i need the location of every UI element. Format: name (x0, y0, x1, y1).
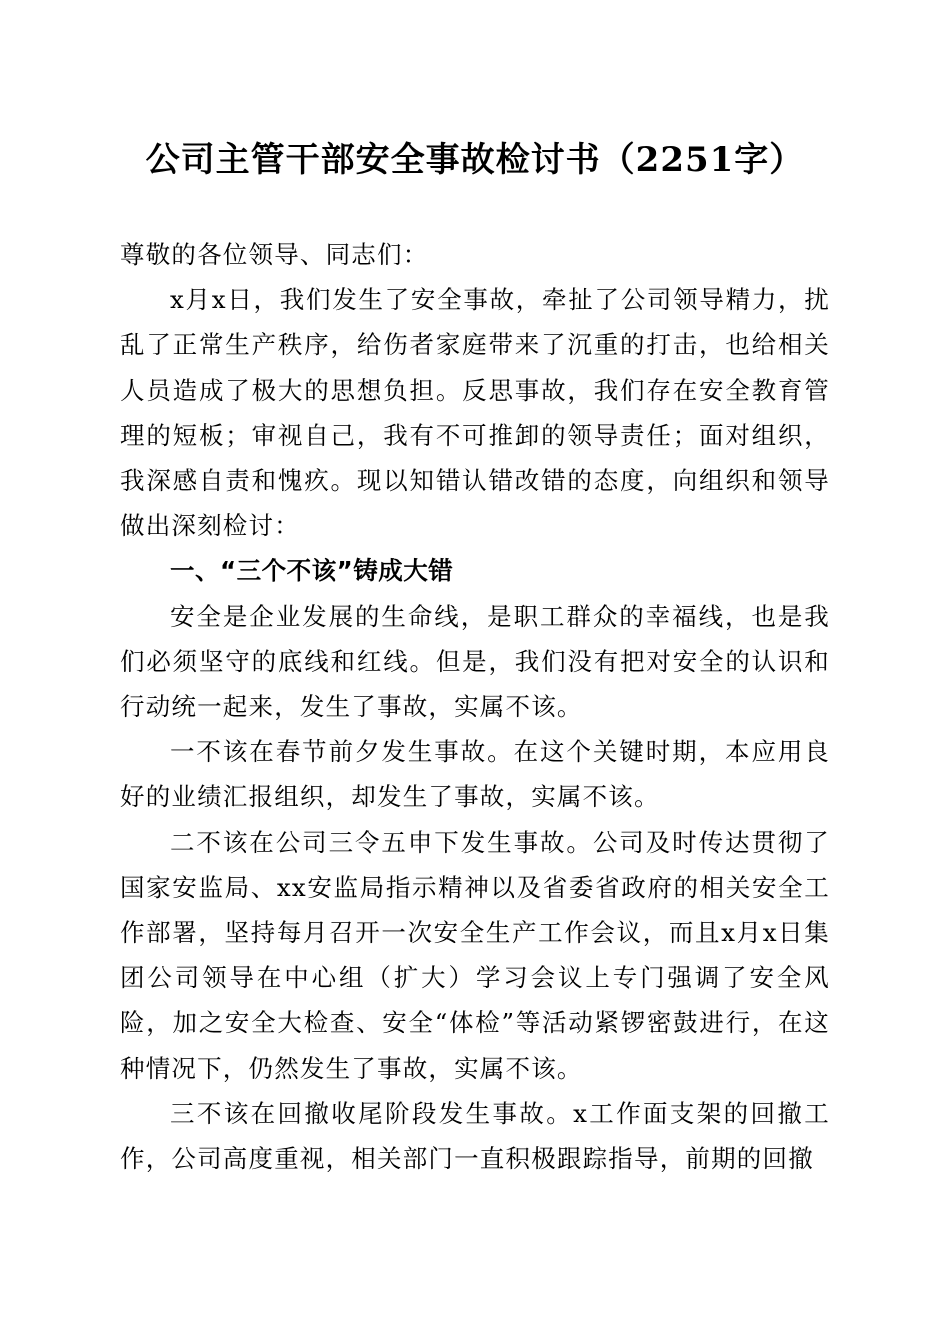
paragraph-intro: x月x日，我们发生了安全事故，牵扯了公司领导精力，扰乱了正常生产秩序，给伤者家庭带来了沉重的打击，也给相关人员造成了极大的思想负担。反思事故，我们存在安全教育管理的短板；审视自己，我有不可推卸的领导责任；面对组织，我深感自责和愧疚。现以知错认错改错的态度，向组织和领导做出深刻检讨： (120, 285, 830, 541)
paragraph-second-fault: 二不该在公司三令五申下发生事故。公司及时传达贯彻了国家安监局、xx安监局指示精神以及省委省政府的相关安全工作部署，坚持每月召开一次安全生产工作会议，而且x月x日集团公司领导在中心组（扩大）学习会议上专门强调了安全风险，加之安全大检查、安全“体检”等活动紧锣密鼓进行，在这种情况下，仍然发生了事故，实属不该。 (120, 827, 830, 1083)
salutation: 尊敬的各位领导、同志们： (120, 240, 429, 269)
document-title: 公司主管干部安全事故检讨书（2251字） (145, 140, 805, 180)
section-heading: 一、“三个不该”铸成大错 (170, 556, 454, 586)
paragraph-first-fault: 一不该在春节前夕发生事故。在这个关键时期，本应用良好的业绩汇报组织，却发生了事故，实属不该。 (120, 737, 830, 812)
paragraph-third-fault: 三不该在回撤收尾阶段发生事故。x工作面支架的回撤工作，公司高度重视，相关部门一直积极跟踪指导，前期的回撤 (120, 1098, 830, 1174)
paragraph-safety-lifeline: 安全是企业发展的生命线，是职工群众的幸福线，也是我们必须坚守的底线和红线。但是，我们没有把对安全的认识和行动统一起来，发生了事故，实属不该。 (120, 601, 830, 722)
document-body (120, 232, 830, 1181)
